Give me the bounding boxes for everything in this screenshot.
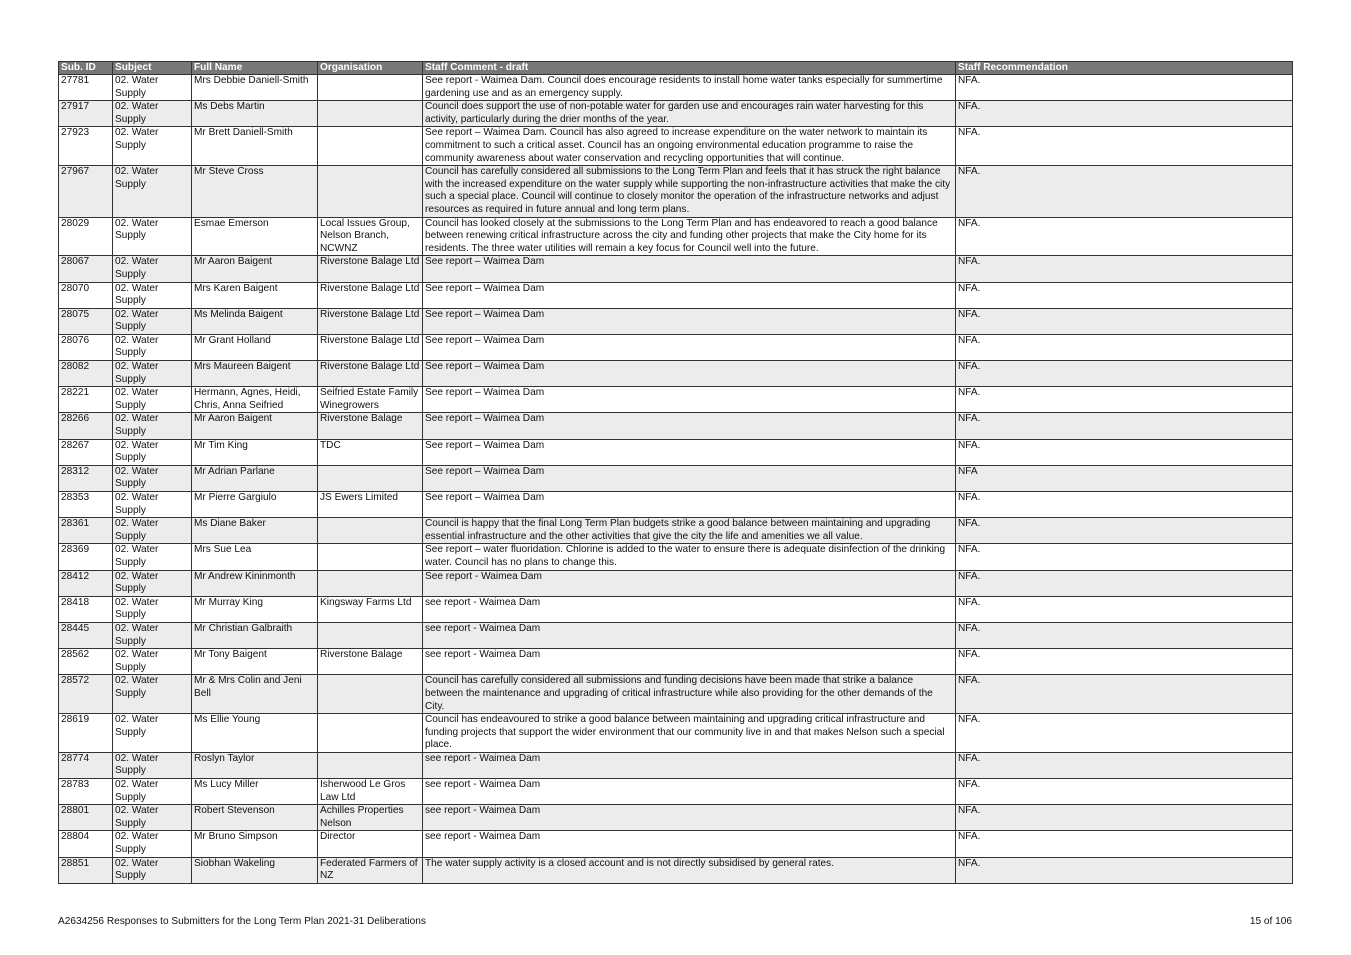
cell-staff-recommendation: NFA. [956, 308, 1293, 334]
table-row [59, 518, 1293, 544]
header-subject: Subject [113, 62, 192, 75]
cell-sub-id: 28221 [59, 387, 113, 413]
cell-sub-id: 28267 [59, 439, 113, 465]
table-row [59, 492, 1293, 518]
cell-staff-comment: See report – Waimea Dam [423, 413, 956, 439]
cell-organisation [318, 465, 423, 491]
cell-sub-id: 28076 [59, 334, 113, 360]
cell-full-name: Mrs Debbie Daniell-Smith [192, 75, 318, 101]
table-row [59, 544, 1293, 570]
cell-sub-id: 28412 [59, 570, 113, 596]
table-row [59, 752, 1293, 778]
cell-staff-comment: See report – Waimea Dam [423, 361, 956, 387]
cell-organisation: Isherwood Le Gros Law Ltd [318, 779, 423, 805]
cell-staff-comment: see report - Waimea Dam [423, 622, 956, 648]
cell-staff-recommendation: NFA. [956, 217, 1293, 256]
cell-organisation [318, 127, 423, 166]
cell-staff-recommendation: NFA. [956, 101, 1293, 127]
cell-sub-id: 28851 [59, 857, 113, 883]
cell-subject: 02. Water Supply [113, 413, 192, 439]
cell-subject: 02. Water Supply [113, 649, 192, 675]
cell-sub-id: 28804 [59, 831, 113, 857]
cell-staff-recommendation: NFA. [956, 127, 1293, 166]
table-row [59, 282, 1293, 308]
cell-sub-id: 28445 [59, 622, 113, 648]
cell-sub-id: 28418 [59, 596, 113, 622]
table-row [59, 675, 1293, 714]
cell-staff-recommendation: NFA [956, 465, 1293, 491]
table-row [59, 308, 1293, 334]
cell-staff-comment: see report - Waimea Dam [423, 831, 956, 857]
submissions-table [58, 61, 1293, 884]
table-row [59, 570, 1293, 596]
cell-staff-recommendation: NFA. [956, 387, 1293, 413]
cell-full-name: Siobhan Wakeling [192, 857, 318, 883]
cell-full-name: Mr Adrian Parlane [192, 465, 318, 491]
table-row [59, 622, 1293, 648]
cell-staff-comment: Council is happy that the final Long Term Plan budgets strike a good balance between maintaining and upgrading essential infrastructure and the other activities that give the city the life and amenities we all value. [423, 518, 956, 544]
cell-subject: 02. Water Supply [113, 439, 192, 465]
cell-full-name: Mr Tony Baigent [192, 649, 318, 675]
cell-organisation: Riverstone Balage [318, 413, 423, 439]
cell-full-name: Robert Stevenson [192, 805, 318, 831]
table-row [59, 166, 1293, 217]
cell-subject: 02. Water Supply [113, 805, 192, 831]
cell-sub-id: 28029 [59, 217, 113, 256]
cell-organisation [318, 518, 423, 544]
cell-staff-recommendation: NFA. [956, 256, 1293, 282]
table-row [59, 101, 1293, 127]
cell-subject: 02. Water Supply [113, 518, 192, 544]
cell-full-name: Hermann, Agnes, Heidi, Chris, Anna Seifried [192, 387, 318, 413]
cell-sub-id: 28312 [59, 465, 113, 491]
cell-sub-id: 27781 [59, 75, 113, 101]
cell-subject: 02. Water Supply [113, 596, 192, 622]
cell-staff-comment: See report – Waimea Dam [423, 439, 956, 465]
cell-full-name: Mr Pierre Gargiulo [192, 492, 318, 518]
cell-full-name: Mrs Karen Baigent [192, 282, 318, 308]
cell-full-name: Mrs Sue Lea [192, 544, 318, 570]
cell-subject: 02. Water Supply [113, 622, 192, 648]
cell-staff-comment: Council has carefully considered all submissions and funding decisions have been made that strike a balance between the maintenance and upgrading of critical infrastructure while also providing for the other demands of the City. [423, 675, 956, 714]
cell-subject: 02. Water Supply [113, 492, 192, 518]
cell-organisation: Kingsway Farms Ltd [318, 596, 423, 622]
cell-organisation: Achilles Properties Nelson [318, 805, 423, 831]
cell-subject: 02. Water Supply [113, 544, 192, 570]
cell-staff-recommendation: NFA. [956, 675, 1293, 714]
cell-subject: 02. Water Supply [113, 361, 192, 387]
cell-sub-id: 28075 [59, 308, 113, 334]
cell-subject: 02. Water Supply [113, 127, 192, 166]
cell-full-name: Mr Murray King [192, 596, 318, 622]
table-row [59, 596, 1293, 622]
cell-staff-comment: See report – Waimea Dam [423, 256, 956, 282]
cell-staff-recommendation: NFA. [956, 75, 1293, 101]
table-row [59, 334, 1293, 360]
cell-full-name: Mr Tim King [192, 439, 318, 465]
cell-staff-recommendation: NFA. [956, 622, 1293, 648]
cell-staff-comment: See report – Waimea Dam [423, 282, 956, 308]
table-row [59, 465, 1293, 491]
cell-staff-comment: see report - Waimea Dam [423, 752, 956, 778]
header-organisation: Organisation [318, 62, 423, 75]
header-staff-recommendation: Staff Recommendation [956, 62, 1293, 75]
cell-staff-recommendation: NFA. [956, 334, 1293, 360]
cell-staff-recommendation: NFA. [956, 518, 1293, 544]
cell-sub-id: 27967 [59, 166, 113, 217]
table-row [59, 714, 1293, 753]
cell-full-name: Mr Christian Galbraith [192, 622, 318, 648]
cell-subject: 02. Water Supply [113, 714, 192, 753]
cell-staff-recommendation: NFA. [956, 779, 1293, 805]
cell-subject: 02. Water Supply [113, 217, 192, 256]
cell-staff-recommendation: NFA. [956, 714, 1293, 753]
cell-staff-comment: See report – Waimea Dam [423, 387, 956, 413]
table-row [59, 256, 1293, 282]
cell-sub-id: 27923 [59, 127, 113, 166]
cell-staff-recommendation: NFA. [956, 544, 1293, 570]
cell-subject: 02. Water Supply [113, 282, 192, 308]
cell-full-name: Mr Aaron Baigent [192, 256, 318, 282]
cell-organisation: Federated Farmers of NZ [318, 857, 423, 883]
cell-full-name: Ms Melinda Baigent [192, 308, 318, 334]
cell-full-name: Esmae Emerson [192, 217, 318, 256]
cell-organisation: Local Issues Group, Nelson Branch, NCWNZ [318, 217, 423, 256]
cell-subject: 02. Water Supply [113, 465, 192, 491]
cell-full-name: Mrs Maureen Baigent [192, 361, 318, 387]
cell-staff-comment: see report - Waimea Dam [423, 596, 956, 622]
cell-organisation: Riverstone Balage Ltd [318, 334, 423, 360]
cell-sub-id: 28067 [59, 256, 113, 282]
cell-organisation [318, 75, 423, 101]
cell-staff-comment: See report – water fluoridation. Chlorine is added to the water to ensure there is adequate disinfection of the drinking water. Council has no plans to change this. [423, 544, 956, 570]
cell-full-name: Ms Debs Martin [192, 101, 318, 127]
cell-full-name: Mr & Mrs Colin and Jeni Bell [192, 675, 318, 714]
cell-subject: 02. Water Supply [113, 101, 192, 127]
cell-organisation [318, 166, 423, 217]
cell-sub-id: 27917 [59, 101, 113, 127]
cell-subject: 02. Water Supply [113, 256, 192, 282]
cell-full-name: Mr Andrew Kininmonth [192, 570, 318, 596]
cell-staff-recommendation: NFA. [956, 361, 1293, 387]
cell-staff-recommendation: NFA. [956, 413, 1293, 439]
table-row [59, 805, 1293, 831]
table-row [59, 361, 1293, 387]
cell-staff-comment: See report - Waimea Dam [423, 570, 956, 596]
cell-staff-recommendation: NFA. [956, 752, 1293, 778]
cell-staff-comment: See report – Waimea Dam [423, 465, 956, 491]
cell-staff-recommendation: NFA. [956, 649, 1293, 675]
cell-subject: 02. Water Supply [113, 308, 192, 334]
cell-organisation [318, 101, 423, 127]
cell-organisation [318, 622, 423, 648]
table-row [59, 413, 1293, 439]
table-row [59, 779, 1293, 805]
cell-subject: 02. Water Supply [113, 75, 192, 101]
cell-full-name: Mr Grant Holland [192, 334, 318, 360]
cell-sub-id: 28801 [59, 805, 113, 831]
cell-organisation [318, 714, 423, 753]
cell-staff-recommendation: NFA. [956, 166, 1293, 217]
cell-staff-recommendation: NFA. [956, 570, 1293, 596]
table-row [59, 439, 1293, 465]
cell-organisation [318, 570, 423, 596]
cell-staff-comment: See report – Waimea Dam [423, 308, 956, 334]
cell-staff-comment: see report - Waimea Dam [423, 649, 956, 675]
cell-sub-id: 28353 [59, 492, 113, 518]
cell-organisation: Riverstone Balage Ltd [318, 282, 423, 308]
cell-full-name: Mr Aaron Baigent [192, 413, 318, 439]
table-row [59, 831, 1293, 857]
cell-sub-id: 28619 [59, 714, 113, 753]
cell-organisation: Seifried Estate Family Winegrowers [318, 387, 423, 413]
cell-full-name: Ms Diane Baker [192, 518, 318, 544]
cell-organisation: Riverstone Balage Ltd [318, 256, 423, 282]
cell-sub-id: 28369 [59, 544, 113, 570]
cell-staff-recommendation: NFA. [956, 492, 1293, 518]
cell-organisation [318, 752, 423, 778]
cell-sub-id: 28562 [59, 649, 113, 675]
cell-staff-comment: Council does support the use of non-potable water for garden use and encourages rain water harvesting for this activity, particularly during the drier months of the year. [423, 101, 956, 127]
cell-subject: 02. Water Supply [113, 387, 192, 413]
table-row [59, 387, 1293, 413]
cell-subject: 02. Water Supply [113, 166, 192, 217]
cell-staff-comment: see report - Waimea Dam [423, 779, 956, 805]
header-sub-id: Sub. ID [59, 62, 113, 75]
cell-organisation: JS Ewers Limited [318, 492, 423, 518]
cell-staff-comment: Council has carefully considered all submissions to the Long Term Plan and feels that it has struck the right balance with the increased expenditure on the water supply while supporting the non-infrastructure activities that make the city such a special place. Council will continue to closely monitor the operation of the infrastructure networks and adjust resources as required in future annual and long term plans. [423, 166, 956, 217]
cell-organisation [318, 544, 423, 570]
cell-sub-id: 28783 [59, 779, 113, 805]
footer-document-title: A2634256 Responses to Submitters for the Long Term Plan 2021-31 Deliberations [58, 916, 426, 927]
cell-staff-comment: See report - Waimea Dam. Council does encourage residents to install home water tanks especially for summertime gardening use and as an emergency supply. [423, 75, 956, 101]
header-full-name: Full Name [192, 62, 318, 75]
cell-staff-recommendation: NFA. [956, 282, 1293, 308]
table-row [59, 649, 1293, 675]
cell-subject: 02. Water Supply [113, 857, 192, 883]
cell-full-name: Roslyn Taylor [192, 752, 318, 778]
cell-sub-id: 28572 [59, 675, 113, 714]
cell-organisation: Riverstone Balage [318, 649, 423, 675]
cell-sub-id: 28082 [59, 361, 113, 387]
cell-subject: 02. Water Supply [113, 752, 192, 778]
cell-organisation: Riverstone Balage Ltd [318, 308, 423, 334]
footer-page-number: 15 of 106 [1249, 916, 1292, 927]
cell-full-name: Ms Ellie Young [192, 714, 318, 753]
cell-staff-recommendation: NFA. [956, 831, 1293, 857]
cell-sub-id: 28361 [59, 518, 113, 544]
cell-subject: 02. Water Supply [113, 570, 192, 596]
table-row [59, 857, 1293, 883]
cell-subject: 02. Water Supply [113, 779, 192, 805]
cell-sub-id: 28070 [59, 282, 113, 308]
cell-subject: 02. Water Supply [113, 334, 192, 360]
cell-staff-recommendation: NFA. [956, 596, 1293, 622]
cell-staff-comment: See report – Waimea Dam. Council has also agreed to increase expenditure on the water network to maintain its commitment to such a critical asset. Council has an ongoing environmental education programme to raise the community awareness about water conservation and recycling opportunities that will continue. [423, 127, 956, 166]
cell-staff-recommendation: NFA. [956, 439, 1293, 465]
cell-organisation: TDC [318, 439, 423, 465]
cell-subject: 02. Water Supply [113, 675, 192, 714]
cell-staff-recommendation: NFA. [956, 857, 1293, 883]
cell-organisation [318, 675, 423, 714]
table-row [59, 127, 1293, 166]
table-row [59, 75, 1293, 101]
cell-subject: 02. Water Supply [113, 831, 192, 857]
cell-staff-comment: See report – Waimea Dam [423, 492, 956, 518]
cell-full-name: Mr Bruno Simpson [192, 831, 318, 857]
cell-staff-comment: Council has looked closely at the submissions to the Long Term Plan and has endeavored to reach a good balance between renewing critical infrastructure across the city and funding other projects that make the City home for its residents. The three water utilities will remain a key focus for Council well into the future. [423, 217, 956, 256]
header-staff-comment: Staff Comment - draft [423, 62, 956, 75]
cell-staff-comment: The water supply activity is a closed account and is not directly subsidised by general rates. [423, 857, 956, 883]
cell-sub-id: 28774 [59, 752, 113, 778]
cell-full-name: Mr Brett Daniell-Smith [192, 127, 318, 166]
cell-organisation: Director [318, 831, 423, 857]
table-row [59, 217, 1293, 256]
cell-staff-comment: Council has endeavoured to strike a good balance between maintaining and upgrading critical infrastructure and funding projects that support the wider environment that our community live in and that makes Nelson such a special place. [423, 714, 956, 753]
cell-full-name: Ms Lucy Miller [192, 779, 318, 805]
cell-staff-comment: see report - Waimea Dam [423, 805, 956, 831]
cell-staff-comment: See report – Waimea Dam [423, 334, 956, 360]
table-header-row [59, 62, 1293, 75]
cell-organisation: Riverstone Balage Ltd [318, 361, 423, 387]
cell-sub-id: 28266 [59, 413, 113, 439]
cell-full-name: Mr Steve Cross [192, 166, 318, 217]
cell-staff-recommendation: NFA. [956, 805, 1293, 831]
